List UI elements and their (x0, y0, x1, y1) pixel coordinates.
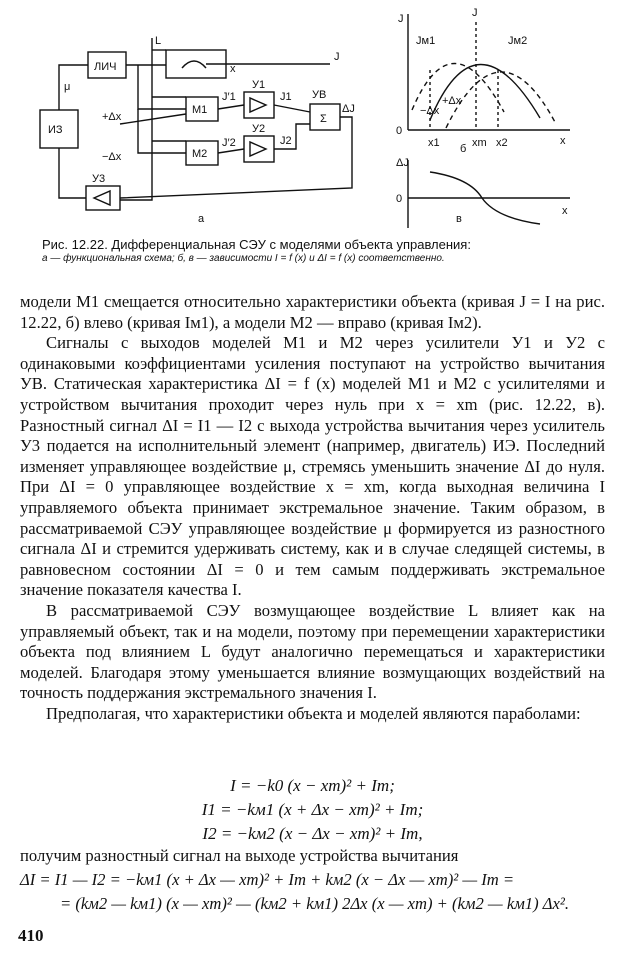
after-equations-text: получим разностный сигнал на выходе устройства вычитания (20, 846, 459, 865)
label-uv: УВ (312, 89, 327, 101)
graph-b-label: б (460, 143, 467, 155)
label-j1: J1 (280, 91, 292, 103)
label-j1p: J′1 (222, 91, 236, 103)
label-iz: ИЗ (48, 124, 63, 136)
label-j2p: J′2 (222, 137, 236, 149)
equation-3: I2 = −kм2 (x − Δx − xm)² + Im, (202, 824, 423, 843)
equation-1: I = −k0 (x − xm)² + Im; (230, 776, 395, 795)
label-minus-dx: −Δx (102, 151, 122, 163)
graph-b-origin: 0 (396, 125, 403, 137)
graph-b-J: J (398, 13, 404, 25)
block-u3 (86, 186, 120, 210)
graph-b-Jm2: Jм2 (508, 35, 528, 47)
block-u1 (244, 92, 274, 118)
label-dJ: ΔJ (342, 103, 355, 115)
label-sum: Σ (320, 113, 327, 125)
figure-caption (42, 236, 587, 265)
label-m1: М1 (192, 104, 208, 116)
graph-b-plus-dx: +Δx (442, 95, 462, 107)
paragraph-2: Сигналы с выходов моделей М1 и М2 через усилители У1 и У2 с одинаковыми коэффициентами усиления поступают на устройство вычитания УВ. Статическая характеристика ΔI = f (x) моделей М1 и М2 с усилителями и устройством вычитания проходит через нуль при x = xm (рис. 12.22, в). Разностный сигнал ΔI = I1 — I2 с выхода устройства вычитания через усилитель У3 подается на исполнительный элемент (например, двигатель) ИЭ. Последний изменяет управляющее воздействие μ, стремясь уменьшить значение ΔI до нуля. При ΔI = 0 управляющее воздействие x = xm, когда выходная величина I управляемого объекта принимает экстремальное значение. Таким образом, в рассматриваемой СЭУ управляющее воздействие μ формируется из разностного сигнала ΔI и стремится удерживать систему, как и в случае следящей системы, в равновесном состоянии ΔI = 0 и тем самым поддерживать экстремальное значение показателя качества I. (20, 333, 605, 600)
figure-12-22 (0, 0, 620, 240)
paragraph-3: В рассматриваемой СЭУ возмущающее воздействие L влияет как на управляемый объект, так и на модели, поэтому при перемещении характеристики объекта под влиянием L будут аналогично перемещаться и характеристики моделей. Благодаря этому уменьшается влияние возмущающих воздействий на точность поддержания экстремального значения I. (20, 600, 605, 703)
label-m2: М2 (192, 148, 208, 160)
label-x-obj: x (230, 63, 236, 75)
graph-c-x: x (562, 205, 568, 217)
graph-b-x2: x2 (496, 137, 508, 149)
graph-b-xm: xm (472, 137, 487, 149)
equation-2: I1 = −kм1 (x + Δx − xm)² + Im; (201, 800, 424, 819)
label-u1: У1 (252, 79, 266, 91)
page-number: 410 (18, 926, 44, 945)
label-sub-a: а (198, 213, 205, 225)
graph-b-Jm1: Jм1 (416, 35, 436, 47)
caption-description: а — функциональная схема; б, в — зависимости I = f (x) и ΔI = f (x) соответственно. (42, 253, 445, 264)
body-text (20, 292, 605, 724)
label-J-out: J (334, 51, 340, 63)
graph-b-J-top: J (472, 7, 478, 19)
label-lim: ЛИЧ (94, 61, 117, 73)
difference-line-1: ΔI = I1 — I2 = −kм1 (x + Δx — xm)² + Im + kм2 (x − Δx — xm)² — Im = (20, 870, 515, 889)
label-L: L (155, 35, 162, 47)
graph-b-x1: x1 (428, 137, 440, 149)
label-plus-dx: +Δx (102, 111, 122, 123)
paragraph-4: Предполагая, что характеристики объекта и моделей являются параболами: (46, 703, 581, 723)
paragraph-1: модели М1 смещается относительно характеристики объекта (кривая J = I на рис. 12.22, б) влево (кривая Iм1), а модели М2 — вправо (кривая Iм2). (20, 292, 605, 332)
difference-line-2: = (kм2 — kм1) (x — xm)² — (kм2 + kм1) 2Δx (x — xm) + (kм2 — kм1) Δx². (60, 894, 569, 913)
block-u2 (244, 136, 274, 162)
label-u3: У3 (92, 173, 106, 185)
label-j2: J2 (280, 135, 292, 147)
label-mu: μ (64, 81, 71, 93)
graph-b-x: x (560, 135, 566, 147)
graph-c-label: в (456, 213, 462, 225)
graph-c-dJ: ΔJ (396, 157, 409, 169)
graph-c-origin: 0 (396, 193, 403, 205)
label-u2: У2 (252, 123, 266, 135)
graph-b-minus-dx: −Δx (420, 105, 440, 117)
caption-title: Рис. 12.22. Дифференциальная СЭУ с моделями объекта управления: (42, 237, 471, 252)
